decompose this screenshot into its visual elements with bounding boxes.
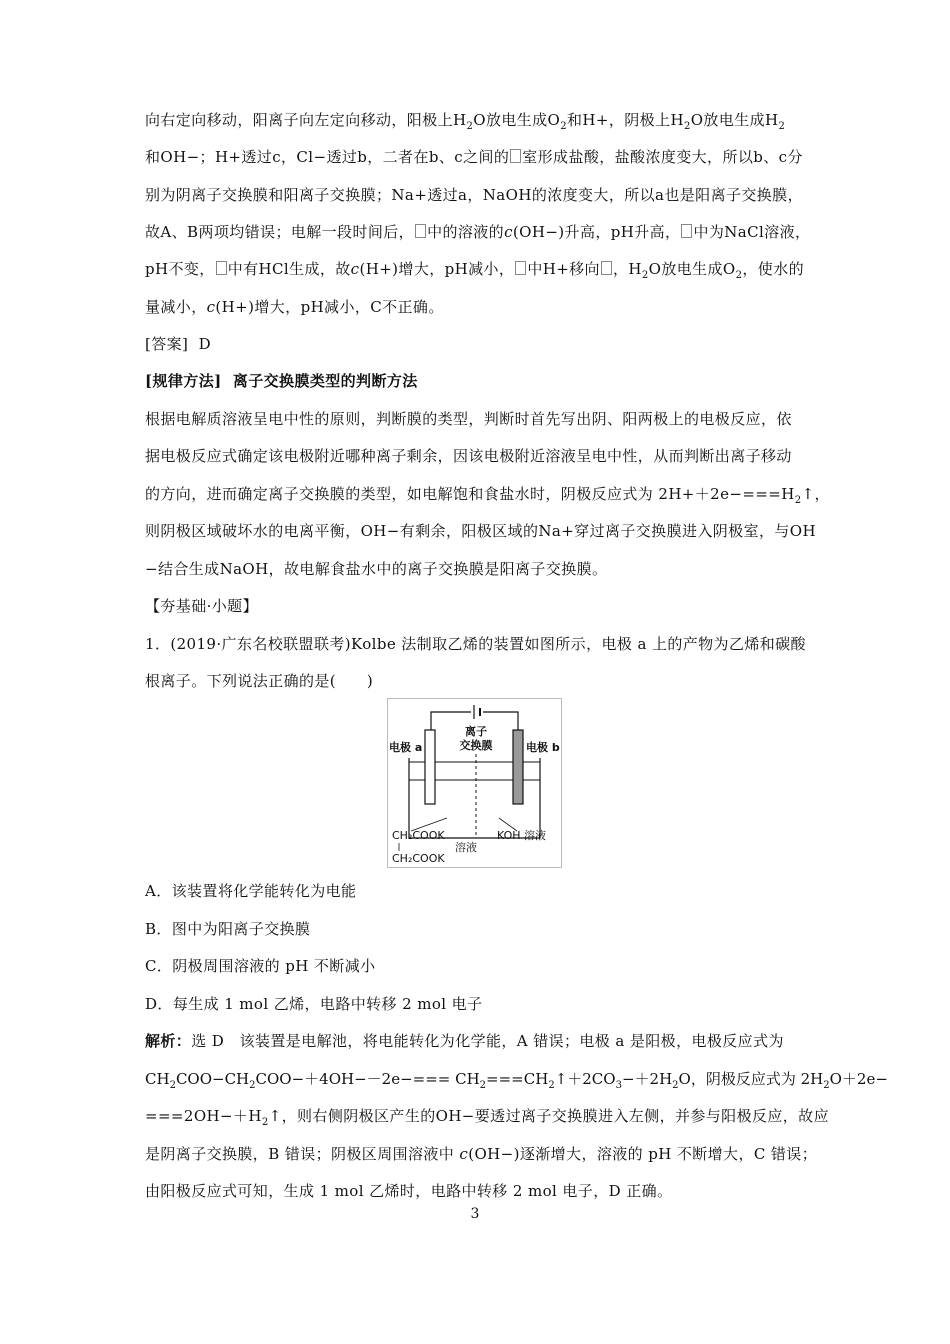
question-line1: 1．(2019·广东名校联盟联考)Kolbe 法制取乙烯的装置如图所示，电极 a 上的产物为乙烯和碳酸 [145,635,806,653]
electrode-b-label: 电极 b [526,741,560,754]
page-number: 3 [470,1206,480,1222]
para1-line3: 别为阴离子交换膜和阳离子交换膜；Na+透过a，NaOH的浓度变大，所以a也是阳离子交换膜， [145,186,803,204]
missing-glyph-box [510,149,521,163]
para1-line1: 向右定向移动，阳离子向左定向移动，阳极上$H_2O$放电生成$O_2$和H+，阴极上$H_2O$放电生成$H_2$ [145,111,786,132]
answer-value: D [198,335,212,353]
answer [145,334,810,354]
question-line2: 根离子。下列说法正确的是( ) [145,672,374,690]
electrolysis-apparatus-figure [387,698,562,868]
left-solution-label-1: CH₂COOK [392,829,445,842]
option-b: B．图中为阳离子交换膜 [145,920,311,938]
analysis-line4: 是阴离子交换膜，B 错误；阴极区周围溶液中 c(OH−)逐渐增大，溶液的 pH 不断增大，C 错误； [145,1145,818,1163]
left-solution-word: 溶液 [455,841,477,854]
analysis-label: 解析： [145,1032,192,1050]
para1-line4: 故A、B两项均错误；电解一段时间后， 中的溶液的c(OH−)升高，pH升高， 中为NaCl溶液， [145,223,811,241]
para1-line2: 和OH−；H+透过c，Cl−透过b，二者在b、c之间的 室形成盐酸，盐酸浓度变大，所以b、c分 [145,148,803,166]
membrane-label-1: 离子 [465,725,487,738]
electrode-b [513,730,523,804]
option-d: D．每生成 1 mol 乙烯，电路中转移 2 mol 电子 [145,995,483,1013]
method-line3: 的方向，进而确定离子交换膜的类型，如电解饱和食盐水时，阴极反应式为 $2H++2e-===H_2↑$， [145,485,830,506]
para1-line6: 量减小，c(H+)增大，pH减小，C不正确。 [145,298,444,316]
electrode-a-label: 电极 a [389,741,423,754]
electrode-a [425,730,435,804]
right-solution-label: KOH 溶液 [497,829,547,842]
membrane-label-2: 交换膜 [459,739,493,752]
para1-line5: pH不变， 中有HCl生成，故c(H+)增大，pH减小， 中H+移向 ，$H_2O$放电生成$O_2$，使水的 [145,260,804,281]
left-solution-label-2: CH₂COOK [392,852,445,865]
analysis-line5: 由阳极反应式可知，生成 1 mol 乙烯时，电路中转移 2 mol 电子，D 正确。 [145,1182,673,1200]
option-c: C．阴极周围溶液的 pH 不断减小 [145,957,376,975]
analysis-line3: $===2OH-+H_2↑$，则右侧阴极区产生的OH−要透过离子交换膜进入左侧，并参与阳极反应，故应 [145,1107,829,1128]
method-line5: −结合生成NaOH，故电解食盐水中的离子交换膜是阳离子交换膜。 [145,560,608,578]
answer-label: [答案] [145,335,189,353]
option-a: A．该装置将化学能转化为电能 [145,882,357,900]
method-line4: 则阴极区域破坏水的电离平衡，OH−有剩余，阳极区域的Na+穿过离子交换膜进入阴极室，与OH [145,522,816,540]
analysis-line1: 解析：选 D 该装置是电解池，将电能转化为化学能，A 错误；电极 a 是阳极，电极反应式为 [145,1032,784,1050]
section-header: 【夯基础·小题】 [145,597,258,615]
method-title: 离子交换膜类型的判断方法 [232,372,418,390]
method-heading [145,371,810,391]
method-label: [规律方法] [145,372,222,390]
analysis-line2: $CH_2COO-CH_2COO-+4OH--2e-===$ $CH_2===CH_2↑+2CO_3-+2H_2O$，阴极反应式为 $2H_2O+2e-$ [145,1070,888,1091]
method-line2: 据电极反应式确定该电极附近哪种离子剩余，因该电极附近溶液呈电中性，从而判断出离子移动 [145,447,792,465]
method-line1: 根据电解质溶液呈电中性的原则，判断膜的类型，判断时首先写出阴、阳两极上的电极反应，依 [145,410,792,428]
